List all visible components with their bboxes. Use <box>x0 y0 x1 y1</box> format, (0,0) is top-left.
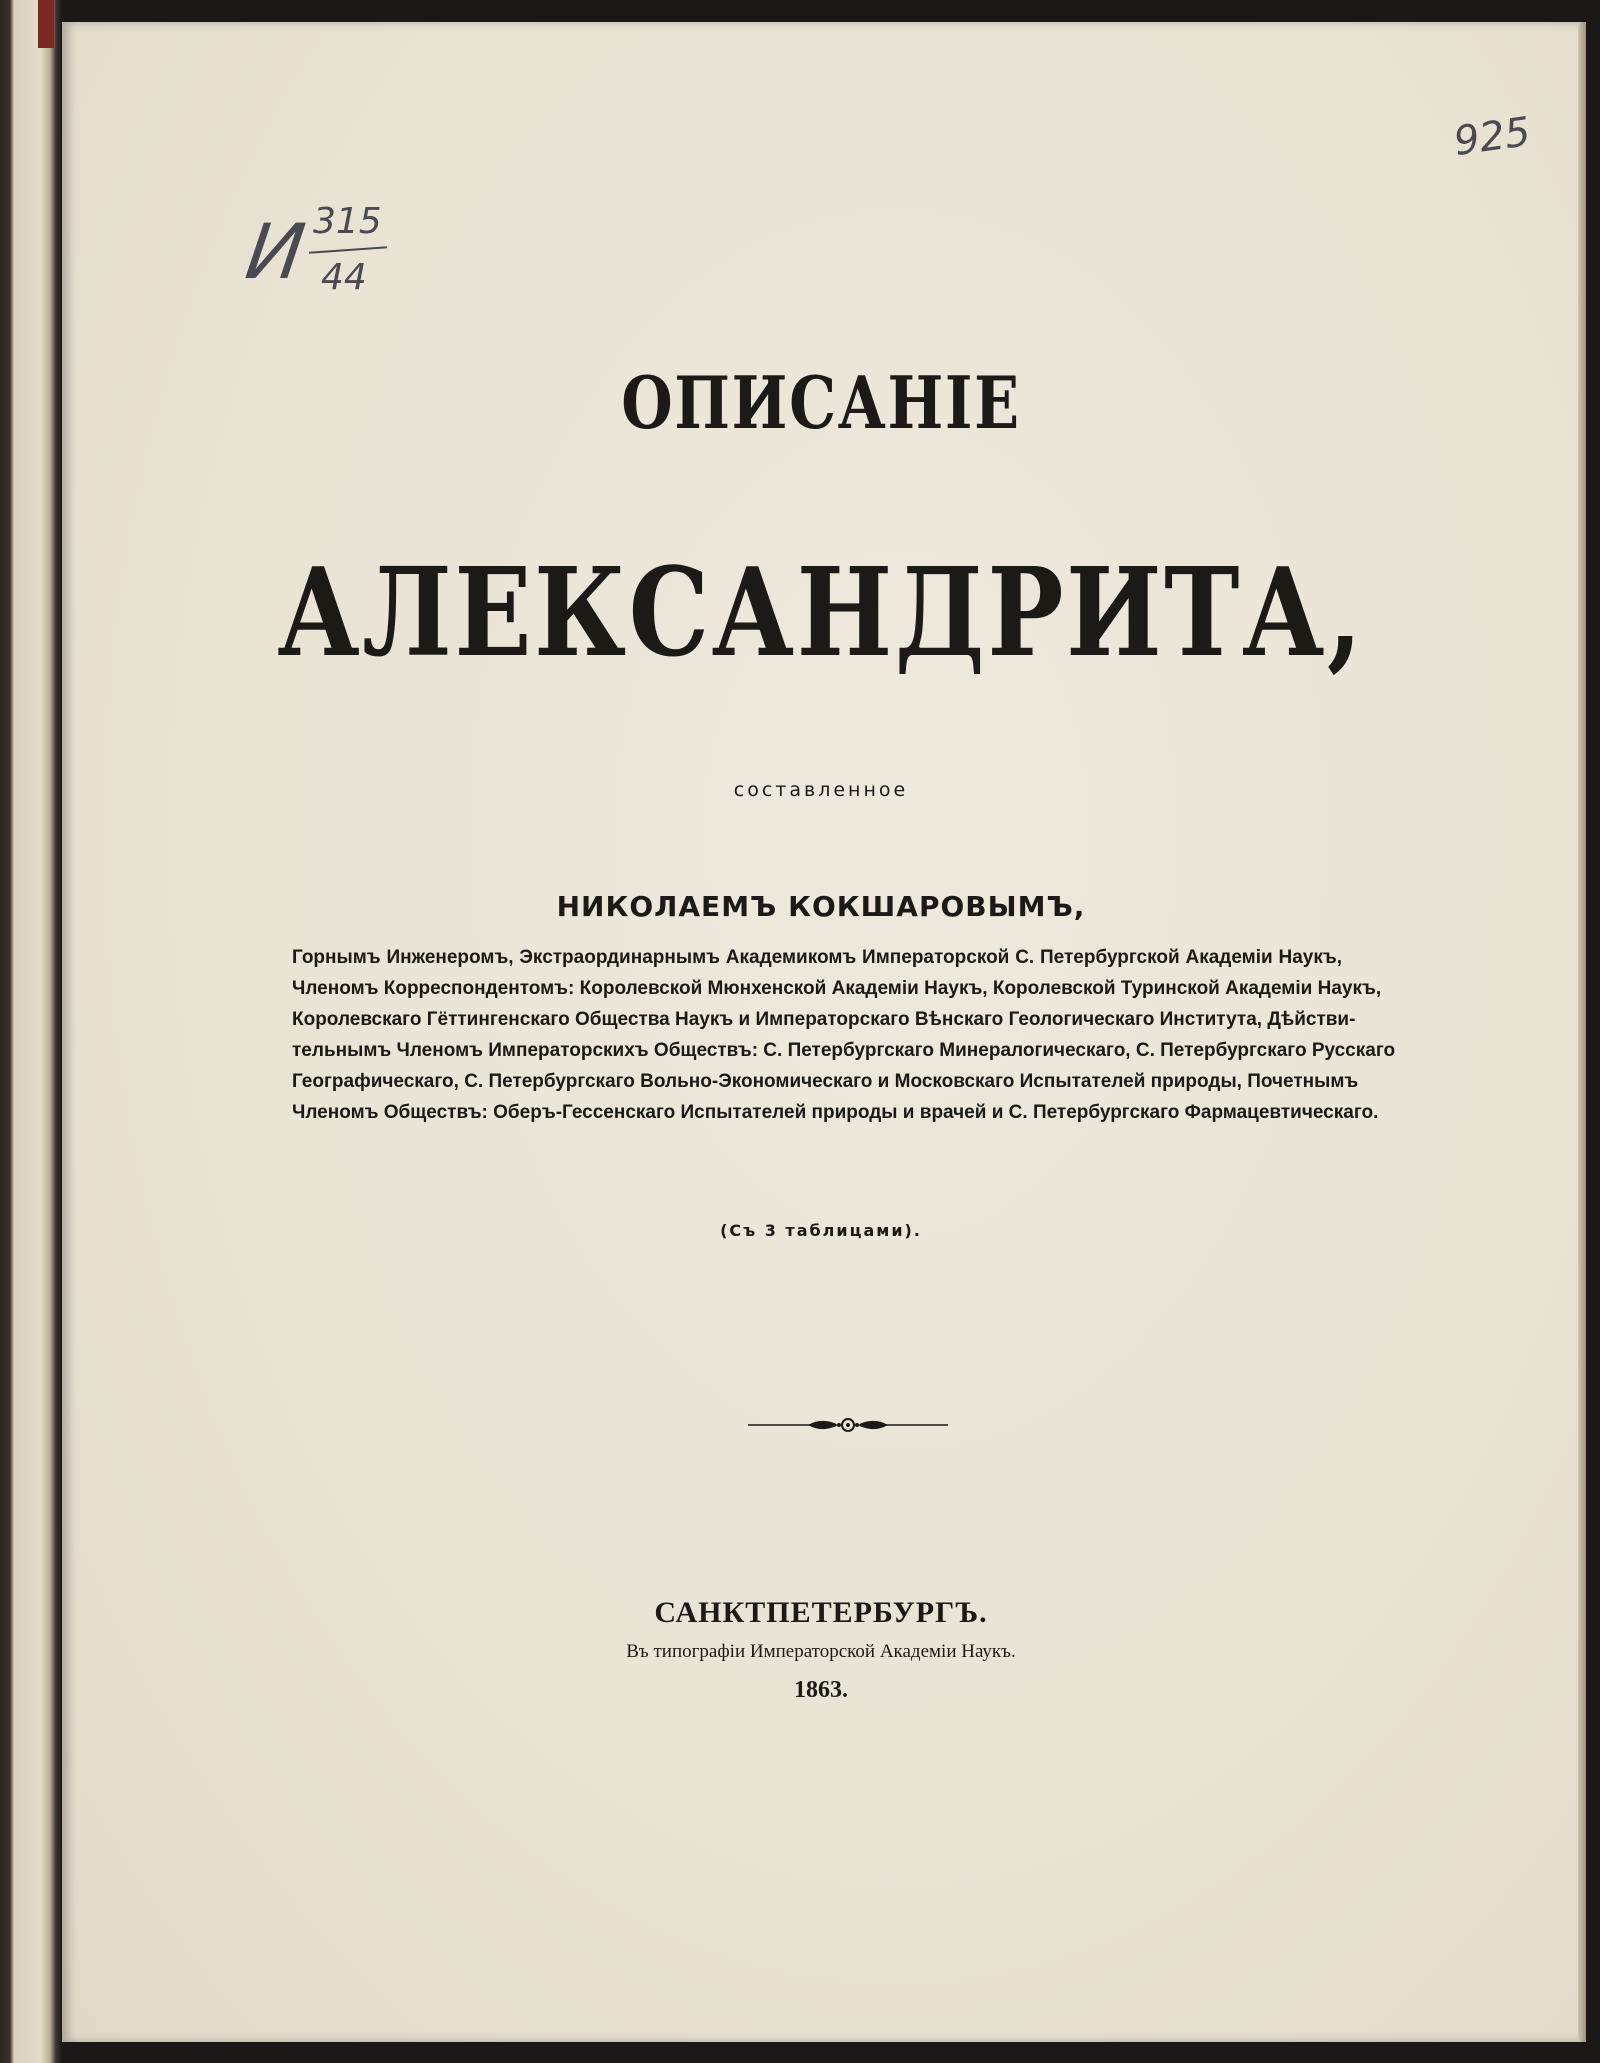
imprint-year: 1863. <box>794 1677 848 1703</box>
shelfmark-letter: И <box>240 207 311 296</box>
tables-note: (Съ 3 таблицами). <box>720 1221 922 1240</box>
page-edge <box>1578 22 1586 2042</box>
shelfmark-bottom-number: 44 <box>321 257 367 298</box>
handwritten-corner-note: 925 <box>1451 108 1534 166</box>
ornament-divider <box>748 1410 948 1440</box>
author-titles-line: Географическаго, С. Петербургскаго Вольно-Экономическаго и Московскаго Испытателей природы, Почетнымъ <box>292 1071 1359 1092</box>
title-page <box>62 22 1580 2042</box>
author-titles-line: Королевскаго Гёттингенскаго Общества Наукъ и Императорскаго Вѣнскаго Геологическаго Института, Дѣйстви- <box>292 1009 1356 1030</box>
title-line-1: ОПИСАНІЕ <box>621 360 1021 445</box>
author-titles-line: Членомъ Обществъ: Оберъ-Гессенскаго Испытателей природы и врачей и С. Петербургскаго Фармацевтическаго. <box>292 1102 1379 1123</box>
imprint-press: Въ типографіи Императорской Академіи Наукъ. <box>626 1641 1016 1662</box>
title-line-2: АЛЕКСАНДРИТА, <box>277 540 1365 684</box>
author-titles-line: тельнымъ Членомъ Императорскихъ Обществъ: С. Петербургскаго Минералогическаго, С. Петербургскаго Русскаго <box>292 1040 1396 1061</box>
author-titles-line: Горнымъ Инженеромъ, Экстраординарнымъ Академикомъ Императорской С. Петербургской Академіи Наукъ, <box>292 947 1342 968</box>
shelfmark-top-number: 315 <box>313 201 382 242</box>
author-name: НИКОЛАЕМЪ КОКШАРОВЫМЪ, <box>556 890 1086 923</box>
imprint-city: САНКТПЕТЕРБУРГЪ. <box>654 1596 988 1629</box>
composed-by-label: составленное <box>733 779 909 801</box>
author-titles-block <box>292 942 1396 1128</box>
handwritten-shelfmark <box>237 187 417 317</box>
shelfmark-fraction-bar <box>309 246 387 253</box>
author-titles-line: Членомъ Корреспондентомъ: Королевской Мюнхенской Академіи Наукъ, Королевской Туринской Академіи Наукъ, <box>292 978 1382 999</box>
binding-red-tab <box>38 0 54 48</box>
book-binding <box>0 0 62 2063</box>
